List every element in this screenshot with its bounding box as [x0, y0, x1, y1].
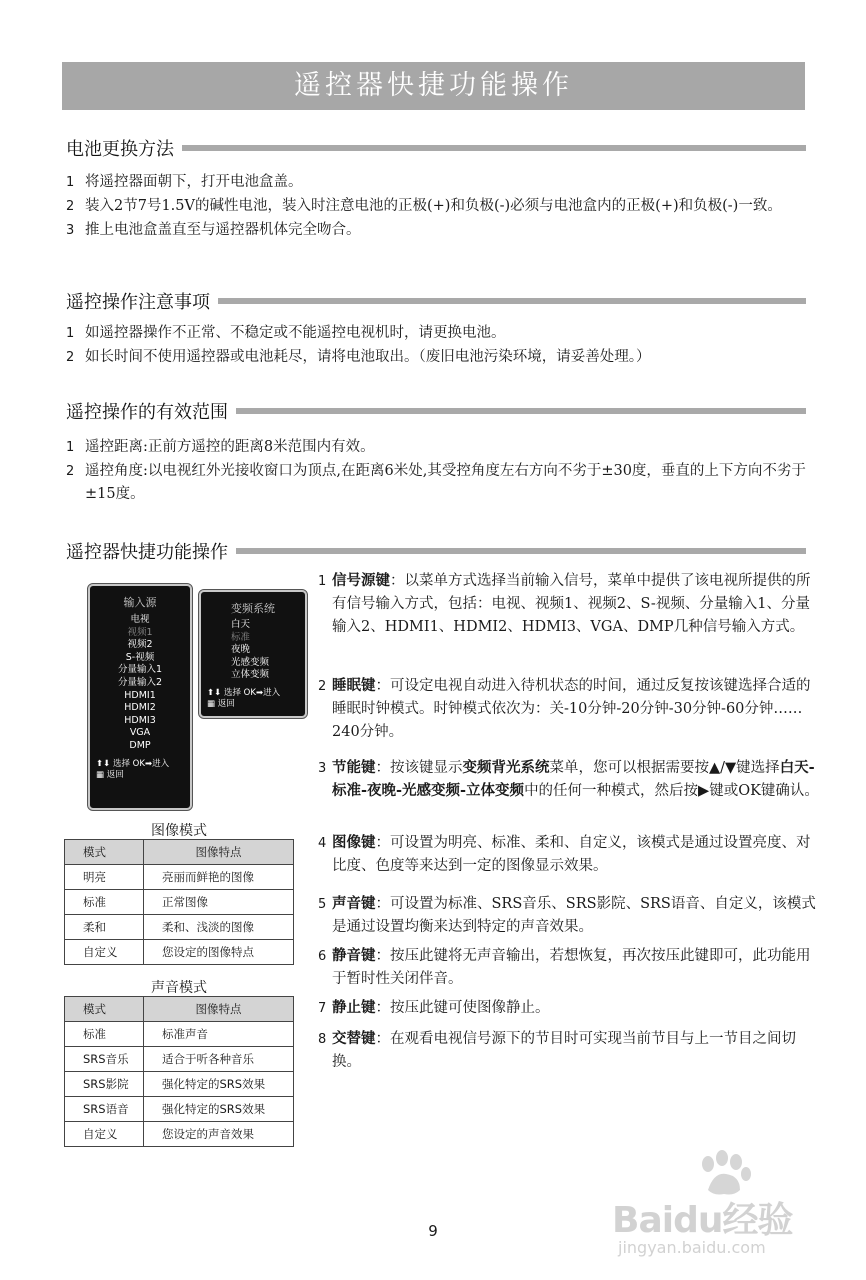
list-item: 3 推上电池盒盖直至与遥控器机体完全吻合。: [66, 222, 361, 238]
table-row: SRS影院 强化特定的SRS效果: [65, 1072, 294, 1097]
table-row: SRS音乐 适合于听各种音乐: [65, 1047, 294, 1072]
up-down-arrows-icon: ⬆⬇: [207, 687, 222, 698]
table-row: 标准 正常图像: [65, 890, 294, 915]
menu-option[interactable]: 分量输入2: [117, 676, 163, 688]
column-header: 模式: [65, 840, 144, 865]
list-item: 5 声音键：可设置为标准、SRS音乐、SRS影院、SRS语音、自定义，该模式是通过设置均衡来达到特定的声音效果。: [318, 896, 816, 935]
table-row: 自定义 您设定的声音效果: [65, 1122, 294, 1147]
list-item: 3 节能键：按该键显示变频背光系统菜单，您可以根据需要按▲/▼键选择白天-标准-夜晚-光感变频-立体变频中的任何一种模式，然后按▶键或OK键确认。: [318, 760, 819, 799]
menu-key-icon: ▦: [96, 769, 105, 780]
section-heading-text: 遥控操作注意事项: [66, 292, 210, 313]
section-rule: [182, 145, 806, 151]
menu-title: 变频系统: [231, 602, 275, 615]
menu-option[interactable]: 视频1: [127, 626, 153, 638]
menu-option[interactable]: HDMI1: [124, 689, 156, 701]
section-rule: [236, 408, 806, 414]
menu-option[interactable]: 电视: [130, 614, 150, 625]
table-row: 标准 标准声音: [65, 1022, 294, 1047]
table-header-row: [65, 997, 294, 1022]
list-item: 6 静音键：按压此键将无声音输出，若想恢复，再次按压此键即可，此功能用于暂时性关闭伴音。: [318, 948, 811, 987]
menu-option[interactable]: HDMI2: [124, 702, 156, 714]
menu-hints: ⬆⬇ 选择 OK➡进入 ▦ 返回: [207, 687, 281, 709]
list-item: 7 静止键：按压此键可使图像静止。: [318, 1000, 550, 1016]
frequency-system-menu: [199, 590, 307, 718]
column-header: 图像特点: [144, 997, 294, 1022]
list-item: 8 交替键：在观看电视信号源下的节目时可实现当前节目与上一节目之间切换。: [318, 1031, 796, 1070]
menu-option[interactable]: 视频2: [127, 639, 153, 651]
sound-mode-table: [64, 996, 294, 1147]
section-heading-notes: [66, 288, 806, 314]
menu-option[interactable]: HDMI3: [124, 714, 156, 726]
menu-hints: ⬆⬇ 选择 OK➡进入 ▦ 返回: [96, 758, 170, 780]
sound-mode-caption: 声音模式: [151, 980, 207, 996]
table-row: 柔和 柔和、浅淡的图像: [65, 915, 294, 940]
battery-steps: [66, 171, 808, 243]
picture-mode-table: [64, 839, 294, 965]
column-header: 模式: [65, 997, 144, 1022]
watermark-brand: Baidu经验: [612, 1200, 793, 1241]
section-heading-text: 遥控器快捷功能操作: [66, 542, 228, 563]
page-number: 9: [428, 1222, 438, 1240]
list-item: 2 睡眠键：可设定电视自动进入待机状态的时间，通过反复按该键选择合适的睡眠时钟模式。时钟模式依次为：关-10分钟-20分钟-30分钟-60分钟……240分钟。: [318, 678, 811, 740]
menu-option[interactable]: 分量输入1: [117, 664, 163, 676]
right-arrow-icon: ➡: [144, 758, 153, 769]
menu-option[interactable]: 标准: [231, 631, 251, 643]
table-header-row: [65, 840, 294, 865]
page-title: 遥控器快捷功能操作: [62, 62, 805, 110]
list-item: 1 遥控距离:正前方遥控的距离8米范围内有效。: [66, 439, 375, 455]
table-row: 明亮 亮丽而鲜艳的图像: [65, 865, 294, 890]
menu-option[interactable]: 光感变频: [231, 656, 270, 668]
menu-option[interactable]: 白天: [231, 619, 251, 630]
range-list: [66, 436, 808, 507]
paw-icon: [694, 1150, 754, 1198]
baidu-watermark: [612, 1150, 812, 1260]
picture-mode-caption: 图像模式: [151, 823, 207, 839]
table-row: 自定义 您设定的图像特点: [65, 940, 294, 965]
section-rule: [236, 548, 806, 554]
list-item: 1 如遥控器操作不正常、不稳定或不能遥控电视机时，请更换电池。: [66, 325, 506, 341]
menu-key-icon: ▦: [207, 698, 216, 709]
notes-list: [66, 322, 808, 370]
section-heading-text: 电池更换方法: [66, 139, 174, 160]
menu-option[interactable]: 夜晚: [231, 644, 251, 656]
section-heading-shortcuts: [66, 538, 806, 564]
right-arrow-icon: ➡: [255, 687, 264, 698]
list-item: 2 如长时间不使用遥控器或电池耗尽，请将电池取出。（废旧电池污染环境，请妥善处理。）: [66, 349, 651, 365]
column-header: 图像特点: [144, 840, 294, 865]
menu-option[interactable]: 立体变频: [231, 669, 270, 681]
section-rule: [218, 298, 806, 304]
input-source-menu: [88, 584, 192, 810]
menu-title: 输入源: [123, 596, 157, 609]
list-item: 2 装入2节7号1.5V的碱性电池，装入时注意电池的正极(+)和负极(-)必须与电池盒内的正极(+)和负极(-)一致。: [66, 198, 782, 214]
menu-option[interactable]: S-视频: [125, 651, 155, 663]
list-item: 4 图像键：可设置为明亮、标准、柔和、自定义，该模式是通过设置亮度、对比度、色度等来达到一定的图像显示效果。: [318, 835, 811, 874]
section-heading-battery: [66, 135, 806, 161]
list-item: 2 遥控角度:以电视红外光接收窗口为顶点,在距离6米处,其受控角度左右方向不劣于±30度，垂直的上下方向不劣于±15度。: [66, 463, 806, 502]
section-heading-range: [66, 398, 806, 424]
watermark-url: jingyan.baidu.com: [618, 1238, 766, 1257]
menu-option[interactable]: VGA: [129, 727, 151, 739]
section-heading-text: 遥控操作的有效范围: [66, 402, 228, 423]
list-item: 1 信号源键：以菜单方式选择当前输入信号，菜单中提供了该电视所提供的所有信号输入方式，包括：电视、视频1、视频2、S-视频、分量输入1、分量输入2、HDMI1、HDMI2、HDMI3、VGA、DMP几种信号输入方式。: [318, 573, 811, 635]
list-item: 1 将遥控器面朝下，打开电池盒盖。: [66, 174, 303, 190]
menu-option[interactable]: DMP: [129, 739, 151, 751]
up-down-arrows-icon: ⬆⬇: [96, 758, 111, 769]
table-row: SRS语音 强化特定的SRS效果: [65, 1097, 294, 1122]
